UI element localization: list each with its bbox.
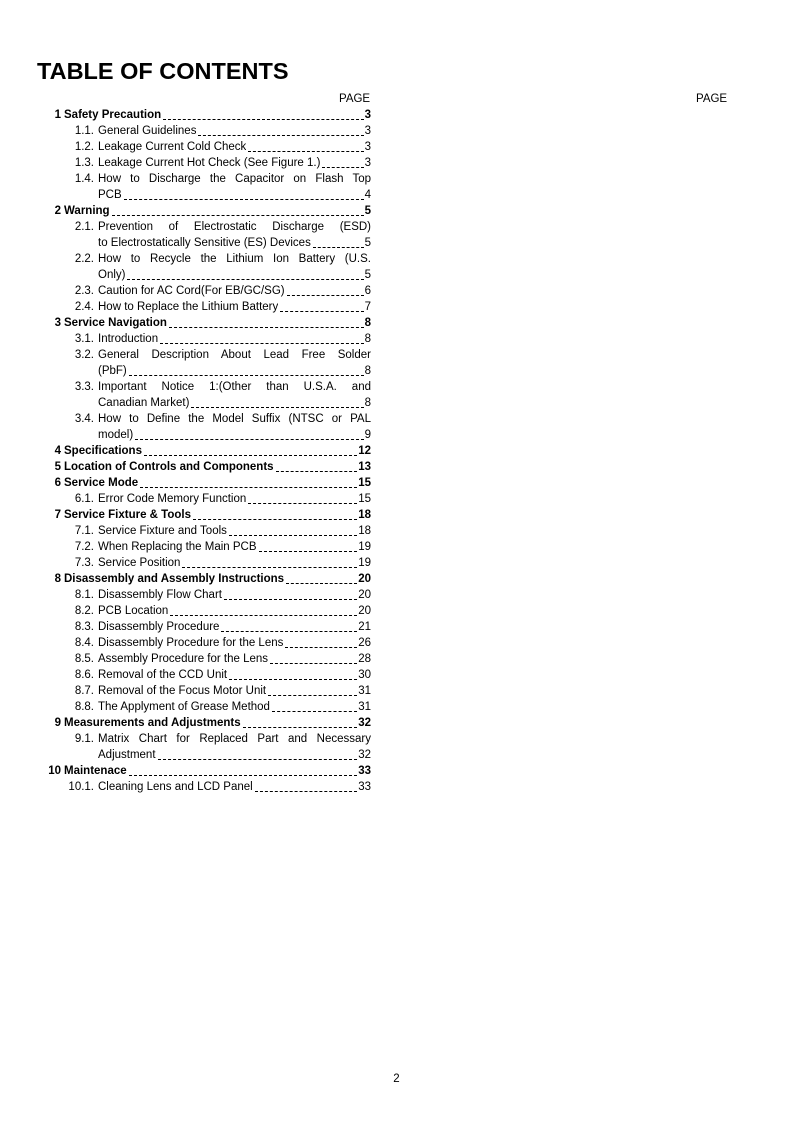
toc-entry-number: 8.6.: [74, 669, 94, 681]
toc-subsection-row[interactable]: [0, 299, 380, 315]
toc-page-number: 5: [364, 237, 371, 249]
toc-entry-title: Service Fixture & Tools: [64, 509, 191, 521]
toc-subsection-row[interactable]: [0, 747, 380, 763]
toc-page-number: 5: [364, 269, 371, 281]
toc-entry-title: Location of Controls and Components: [64, 461, 274, 473]
toc-entry-number: 1.1.: [74, 125, 94, 137]
toc-page-number: 26: [358, 637, 371, 649]
toc-subsection-row[interactable]: [0, 123, 380, 139]
toc-subsection-row[interactable]: [0, 283, 380, 299]
toc-page-number: 18: [358, 525, 371, 537]
toc-entry-title: Prevention of Electrostatic Discharge (ESD): [98, 221, 371, 233]
toc-entry-title: Leakage Current Hot Check (See Figure 1.): [98, 157, 321, 169]
toc-entry-number: 7.2.: [74, 541, 94, 553]
toc-entry-title: Caution for AC Cord(For EB/GC/SG): [98, 285, 285, 297]
toc-page-number: 19: [358, 557, 371, 569]
toc-entry-title: Service Mode: [64, 477, 139, 489]
toc-entry-title: Disassembly Procedure: [98, 621, 220, 633]
toc-entry-number: 3.2.: [74, 349, 94, 361]
toc-section-row[interactable]: [0, 507, 380, 523]
toc-section-row[interactable]: [0, 203, 380, 219]
toc-entry-number: 9: [54, 717, 61, 729]
toc-entry-title: How to Replace the Lithium Battery: [98, 301, 279, 313]
toc-entry-title: General Guidelines: [98, 125, 197, 137]
toc-subsection-row[interactable]: [0, 155, 380, 171]
document-title: TABLE OF CONTENTS: [37, 58, 289, 84]
toc-subsection-row[interactable]: [0, 667, 380, 683]
toc-page-number: 33: [358, 781, 371, 793]
toc-page-number: 30: [358, 669, 371, 681]
toc-section-row[interactable]: [0, 107, 380, 123]
toc-page-number: 3: [364, 141, 371, 153]
toc-subsection-row[interactable]: [0, 539, 380, 555]
toc-entry-number: 5: [54, 461, 61, 473]
toc-entry-title-continued: model): [98, 429, 134, 441]
toc-page-number: 4: [364, 189, 371, 201]
toc-entry-title: Leakage Current Cold Check: [98, 141, 247, 153]
toc-page-number: 8: [364, 317, 371, 329]
toc-page-number: 12: [358, 445, 371, 457]
toc-entry-title-continued: to Electrostatically Sensitive (ES) Devices: [98, 237, 311, 249]
toc-entry-title: Service Fixture and Tools: [98, 525, 227, 537]
toc-entry-number: 8.8.: [74, 701, 94, 713]
toc-subsection-row[interactable]: [0, 411, 380, 427]
toc-subsection-row[interactable]: [0, 491, 380, 507]
toc-leader-dots: [270, 662, 357, 664]
toc-leader-dots: [193, 518, 357, 520]
toc-page-number: 19: [358, 541, 371, 553]
toc-page-number: 8: [364, 365, 371, 377]
toc-subsection-row[interactable]: [0, 331, 380, 347]
toc-page-number: 3: [364, 109, 371, 121]
toc-entry-title: Matrix Chart for Replaced Part and Necessary: [98, 733, 371, 745]
toc-page-number: 20: [358, 589, 371, 601]
toc-entry-title: The Applyment of Grease Method: [98, 701, 270, 713]
toc-page-number: 32: [358, 717, 371, 729]
toc-entry-title: PCB Location: [98, 605, 169, 617]
toc-section-row[interactable]: [0, 715, 380, 731]
toc-entry-number: 3.1.: [74, 333, 94, 345]
page-column-header-right: PAGE: [696, 93, 728, 105]
toc-subsection-row[interactable]: [0, 651, 380, 667]
toc-entry-number: 3.3.: [74, 381, 94, 393]
toc-page-number: 8: [364, 397, 371, 409]
toc-subsection-row[interactable]: [0, 587, 380, 603]
toc-entry-title: Maintenace: [64, 765, 127, 777]
toc-subsection-row[interactable]: [0, 683, 380, 699]
toc-leader-dots: [129, 374, 364, 376]
toc-page-number: 6: [364, 285, 371, 297]
toc-leader-dots: [272, 710, 357, 712]
toc-entry-number: 8.3.: [74, 621, 94, 633]
toc-leader-dots: [127, 278, 363, 280]
toc-subsection-row[interactable]: [0, 619, 380, 635]
toc-section-row[interactable]: [0, 459, 380, 475]
toc-entry-number: 8.1.: [74, 589, 94, 601]
toc-leader-dots: [140, 486, 357, 488]
toc-entry-title-continued: Adjustment: [98, 749, 156, 761]
toc-leader-dots: [191, 406, 363, 408]
toc-leader-dots: [285, 646, 357, 648]
toc-section-row[interactable]: [0, 475, 380, 491]
toc-entry-title: Cleaning Lens and LCD Panel: [98, 781, 253, 793]
toc-entry-title: Important Notice 1:(Other than U.S.A. and: [98, 381, 371, 393]
toc-entry-number: 1.4.: [74, 173, 94, 185]
toc-leader-dots: [158, 758, 358, 760]
toc-subsection-row[interactable]: [0, 251, 380, 267]
toc-subsection-row[interactable]: [0, 603, 380, 619]
toc-entry-title: Measurements and Adjustments: [64, 717, 241, 729]
toc-entry-title: Safety Precaution: [64, 109, 162, 121]
toc-page-number: 3: [364, 125, 371, 137]
toc-entry-title: Specifications: [64, 445, 142, 457]
toc-entry-number: 2: [54, 205, 61, 217]
toc-entry-title: Disassembly and Assembly Instructions: [64, 573, 285, 585]
toc-section-row[interactable]: [0, 571, 380, 587]
toc-leader-dots: [229, 534, 357, 536]
toc-subsection-row[interactable]: [0, 779, 380, 795]
toc-leader-dots: [182, 566, 357, 568]
page-number: 2: [393, 1073, 400, 1085]
toc-entry-number: 7: [54, 509, 61, 521]
toc-leader-dots: [112, 214, 364, 216]
toc-entry-number: 1: [54, 109, 61, 121]
toc-subsection-row[interactable]: [0, 171, 380, 187]
toc-entry-title-continued: (PbF): [98, 365, 127, 377]
toc-entry-title: Disassembly Flow Chart: [98, 589, 222, 601]
toc-entry-number: 7.1.: [74, 525, 94, 537]
toc-page-number: 13: [358, 461, 371, 473]
toc-page-number: 20: [358, 605, 371, 617]
toc-entry-number: 8.4.: [74, 637, 94, 649]
toc-entry-number: 1.2.: [74, 141, 94, 153]
toc-entry-title: Disassembly Procedure for the Lens: [98, 637, 284, 649]
toc-leader-dots: [160, 342, 363, 344]
toc-entry-number: 10: [48, 765, 61, 777]
toc-entry-number: 7.3.: [74, 557, 94, 569]
toc-subsection-row[interactable]: [0, 731, 380, 747]
toc-leader-dots: [276, 470, 358, 472]
toc-entry-title: How to Define the Model Suffix (NTSC or PAL: [98, 413, 371, 425]
toc-entry-title: Error Code Memory Function: [98, 493, 247, 505]
toc-entry-title-continued: Only): [98, 269, 126, 281]
toc-entry-number: 9.1.: [74, 733, 94, 745]
toc-entry-number: 1.3.: [74, 157, 94, 169]
toc-page-number: 3: [364, 157, 371, 169]
toc-subsection-row[interactable]: [0, 267, 380, 283]
toc-entry-title-continued: Canadian Market): [98, 397, 190, 409]
toc-page-number: 8: [364, 333, 371, 345]
toc-page-number: 18: [358, 509, 371, 521]
toc-leader-dots: [129, 774, 358, 776]
toc-entry-number: 2.3.: [74, 285, 94, 297]
toc-section-row[interactable]: [0, 315, 380, 331]
toc-entry-title: Introduction: [98, 333, 159, 345]
toc-subsection-row[interactable]: [0, 219, 380, 235]
toc-entry-number: 8.7.: [74, 685, 94, 697]
toc-page-number: 7: [364, 301, 371, 313]
toc-leader-dots: [224, 598, 357, 600]
toc-entry-title: How to Discharge the Capacitor on Flash Top: [98, 173, 371, 185]
toc-entry-number: 6.1.: [74, 493, 94, 505]
toc-subsection-row[interactable]: [0, 235, 380, 251]
toc-entry-title: Service Position: [98, 557, 181, 569]
toc-entry-number: 8.5.: [74, 653, 94, 665]
toc-entry-title: Warning: [64, 205, 110, 217]
toc-page-number: 9: [364, 429, 371, 441]
toc-leader-dots: [169, 326, 364, 328]
toc-leader-dots: [229, 678, 357, 680]
toc-entry-title: Assembly Procedure for the Lens: [98, 653, 269, 665]
toc-leader-dots: [170, 614, 357, 616]
toc-page-number: 20: [358, 573, 371, 585]
toc-leader-dots: [163, 118, 363, 120]
toc-entry-title: Service Navigation: [64, 317, 167, 329]
toc-page-number: 31: [358, 685, 371, 697]
toc-subsection-row[interactable]: [0, 427, 380, 443]
toc-leader-dots: [259, 550, 358, 552]
toc-page-number: 31: [358, 701, 371, 713]
toc-entry-number: 8.2.: [74, 605, 94, 617]
toc-subsection-row[interactable]: [0, 139, 380, 155]
toc-leader-dots: [248, 150, 363, 152]
toc-entry-number: 4: [54, 445, 61, 457]
toc-leader-dots: [286, 582, 357, 584]
toc-entry-title-continued: PCB: [98, 189, 122, 201]
toc-entry-number: 6: [54, 477, 61, 489]
toc-entry-number: 8: [54, 573, 61, 585]
toc-leader-dots: [124, 198, 364, 200]
toc-leader-dots: [268, 694, 357, 696]
toc-entry-number: 10.1.: [68, 781, 94, 793]
toc-subsection-row[interactable]: [0, 187, 380, 203]
toc-section-row[interactable]: [0, 443, 380, 459]
toc-subsection-row[interactable]: [0, 363, 380, 379]
toc-subsection-row[interactable]: [0, 395, 380, 411]
toc-entry-title: Removal of the CCD Unit: [98, 669, 228, 681]
toc-page-number: 32: [358, 749, 371, 761]
toc-page-number: 33: [358, 765, 371, 777]
toc-entry-title: When Replacing the Main PCB: [98, 541, 257, 553]
toc-entry-number: 2.4.: [74, 301, 94, 313]
toc-leader-dots: [243, 726, 358, 728]
toc-entry-title: How to Recycle the Lithium Ion Battery (U.S.: [98, 253, 371, 265]
toc-page-number: 21: [358, 621, 371, 633]
toc-entry-title: General Description About Lead Free Solder: [98, 349, 371, 361]
toc-leader-dots: [255, 790, 357, 792]
toc-entry-number: 2.2.: [74, 253, 94, 265]
toc-leader-dots: [221, 630, 357, 632]
toc-leader-dots: [248, 502, 357, 504]
toc-page-number: 15: [358, 493, 371, 505]
toc-leader-dots: [135, 438, 363, 440]
toc-subsection-row[interactable]: [0, 699, 380, 715]
toc-subsection-row[interactable]: [0, 379, 380, 395]
toc-page-number: 5: [364, 205, 371, 217]
toc-leader-dots: [198, 134, 363, 136]
page-column-header-left: PAGE: [339, 93, 371, 105]
toc-entry-number: 3.4.: [74, 413, 94, 425]
toc-subsection-row[interactable]: [0, 347, 380, 363]
toc-subsection-row[interactable]: [0, 555, 380, 571]
toc-subsection-row[interactable]: [0, 523, 380, 539]
toc-entry-number: 2.1.: [74, 221, 94, 233]
toc-page-number: 15: [358, 477, 371, 489]
toc-leader-dots: [144, 454, 357, 456]
toc-page-number: 28: [358, 653, 371, 665]
toc-entry-title: Removal of the Focus Motor Unit: [98, 685, 267, 697]
toc-entry-number: 3: [54, 317, 61, 329]
toc-subsection-row[interactable]: [0, 635, 380, 651]
toc-section-row[interactable]: [0, 763, 380, 779]
